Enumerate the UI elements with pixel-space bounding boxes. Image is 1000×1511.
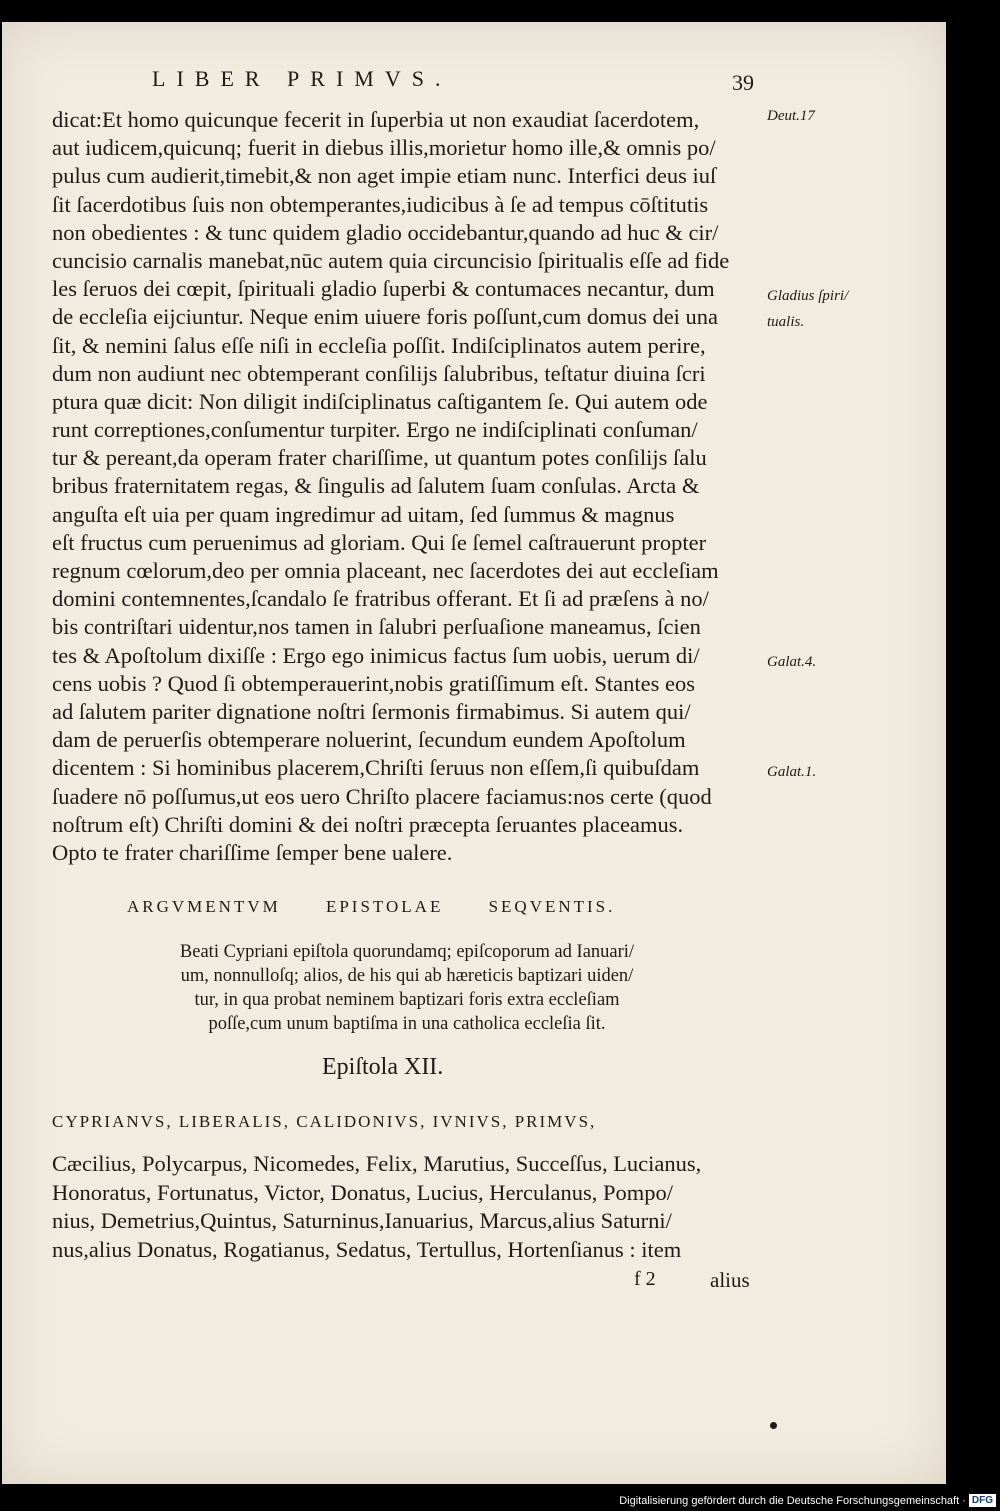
margin-note-deut: Deut.17 (767, 108, 815, 124)
argument-line: tur, in qua probat neminem baptizari foris extra eccleſiam (194, 990, 620, 1010)
text-line: eſt fructus cum peruenimus ad gloriam. Qui ſe ſemel caſtrauerunt propter (52, 529, 707, 555)
main-text-block (52, 106, 774, 867)
text-line: tes & Apoſtolum dixiſſe : Ergo ego inimicus factus ſum uobis, uerum di/ (52, 642, 700, 668)
argument-text (62, 940, 752, 1036)
text-line: ſuadere nō poſſumus,ut eos uero Chriſto placere faciamus:nos certe (quod (52, 783, 712, 809)
salutation-line: CYPRIANVS, LIBERALIS, CALIDONIVS, IVNIVS, PRIMVS, (52, 1112, 597, 1131)
dfg-logo: DFG (969, 1494, 996, 1507)
text-line: ſit ſacerdotibus ſuis non obtemperantes,iudicibus à ſe ad tempus cōſtitutis (52, 191, 709, 217)
text-line: de eccleſia eijciuntur. Neque enim uiuere foris poſſunt,cum domus dei una (52, 304, 719, 330)
greeting-line: nus,alius Donatus, Rogatianus, Sedatus, Tertullus, Hortenſianus : item (52, 1236, 682, 1262)
margin-note-gladius: Gladius ſpiri/ (767, 288, 849, 304)
digitization-footer (619, 1494, 996, 1507)
ink-dot (770, 1422, 777, 1429)
text-line: aut iudicem,quicunq; fuerit in diebus illis,morietur homo ille,& omnis po/ (52, 135, 716, 161)
text-line: bribus fraternitatem regas, & ſingulis ad ſalutem ſuam conſulas. Arcta & (52, 473, 700, 499)
text-line: les ſeruos dei cœpit, ſpirituali gladio ſuperbi & contumaces necantur, dum (52, 276, 715, 302)
text-line: Opto te frater chariſſime ſemper bene ualere. (52, 839, 453, 865)
text-line: ad ſalutem pariter dignatione noſtri ſermonis firmabimus. Si autem qui/ (52, 698, 691, 724)
footer-credit: Digitalisierung gefördert durch die Deutsche Forschungsgemeinschaft · (619, 1494, 966, 1507)
margin-note-tualis: tualis. (767, 314, 805, 330)
text-line: bis contriſtari uidentur,nos tamen in ſalubri perſuaſione maneamus, ſcien (52, 614, 701, 640)
margin-note-galat-1: Galat.1. (767, 764, 817, 780)
text-line: cuncisio carnalis manebat,nūc autem quia circuncisio ſpiritualis eſſe ad fide (52, 247, 730, 273)
text-line: dicentem : Si hominibus placerem,Chriſti ſeruus non eſſem,ſi quibuſdam (52, 755, 700, 781)
greeting-line: Cæcilius, Polycarpus, Nicomedes, Felix, Marutius, Succeſſus, Lucianus, (52, 1151, 702, 1176)
text-line: anguſta eſt uia per quam ingredimur ad uitam, ſed ſummus & magnus (52, 501, 675, 527)
text-line: noſtrum eſt) Chriſti domini & dei noſtri præcepta ſeruantes placeamus. (52, 811, 684, 837)
text-line: regnum cœlorum,deo per omnia placeant, nec ſacerdotes dei aut eccleſiam (52, 558, 719, 583)
argument-line: um, nonnulloſq; alios, de his qui ab hæreticis baptizari uiden/ (180, 966, 634, 986)
page-number: 39 (732, 70, 754, 95)
text-line: non obedientes : & tunc quidem gladio occidebantur,quando ad huc & cir/ (52, 219, 719, 245)
text-line: ptura quæ dicit: Non diligit indiſciplinatus caſtigantem ſe. Qui autem ode (52, 388, 708, 414)
greeting-text (52, 1150, 774, 1264)
epistle-heading: Epiſtola XII. (322, 1054, 444, 1080)
text-line: dicat:Et homo quicunque fecerit in ſuperbia ut non exaudiat ſacerdotem, (52, 107, 700, 132)
book-page (2, 22, 946, 1484)
text-line: dam de peruerſis obtemperare noluerint, ſecundum eundem Apoſtolum (52, 727, 686, 753)
text-line: dum non audiunt nec obtemperant conſilijs ſalubribus, teſtatur diuina ſcri (52, 360, 706, 386)
argument-title: ARGVMENTVM EPISTOLAE SEQVENTIS. (127, 897, 616, 916)
text-line: runt correptiones,conſumentur turpiter. Ergo ne indiſciplinati conſuman/ (52, 417, 698, 443)
margin-note-galat-4: Galat.4. (767, 654, 817, 670)
text-line: domini contemnentes,ſcandalo ſe fratribus offerant. Et ſi ad præſens à no/ (52, 586, 709, 612)
greeting-line: Honoratus, Fortunatus, Victor, Donatus, Lucius, Herculanus, Pompo/ (52, 1179, 674, 1205)
greeting-line: nius, Demetrius,Quintus, Saturninus,Ianuarius, Marcus,alius Saturni/ (52, 1208, 672, 1233)
text-line: cens uobis ? Quod ſi obtemperauerint,nobis gratiſſimum eſt. Stantes eos (52, 670, 696, 696)
text-line: pulus cum audierit,timebit,& non aget impie etiam nunc. Interfici deus iuſ (52, 163, 717, 189)
text-line: ſit, & nemini ſalus eſſe niſi in eccleſia poſſit. Indiſciplinatos autem perire, (52, 332, 706, 358)
signature-mark: f 2 (634, 1268, 656, 1290)
running-title: LIBER PRIMVS. (152, 66, 452, 91)
argument-line: poſſe,cum unum baptiſma in una catholica eccleſia ſit. (208, 1014, 606, 1034)
argument-line: Beati Cypriani epiſtola quorundamq; epiſcoporum ad Ianuari/ (179, 942, 635, 962)
catchword: alius (710, 1268, 750, 1292)
text-line: tur & pereant,da operam frater chariſſime, ut quantum potes conſilijs ſalu (52, 445, 707, 471)
